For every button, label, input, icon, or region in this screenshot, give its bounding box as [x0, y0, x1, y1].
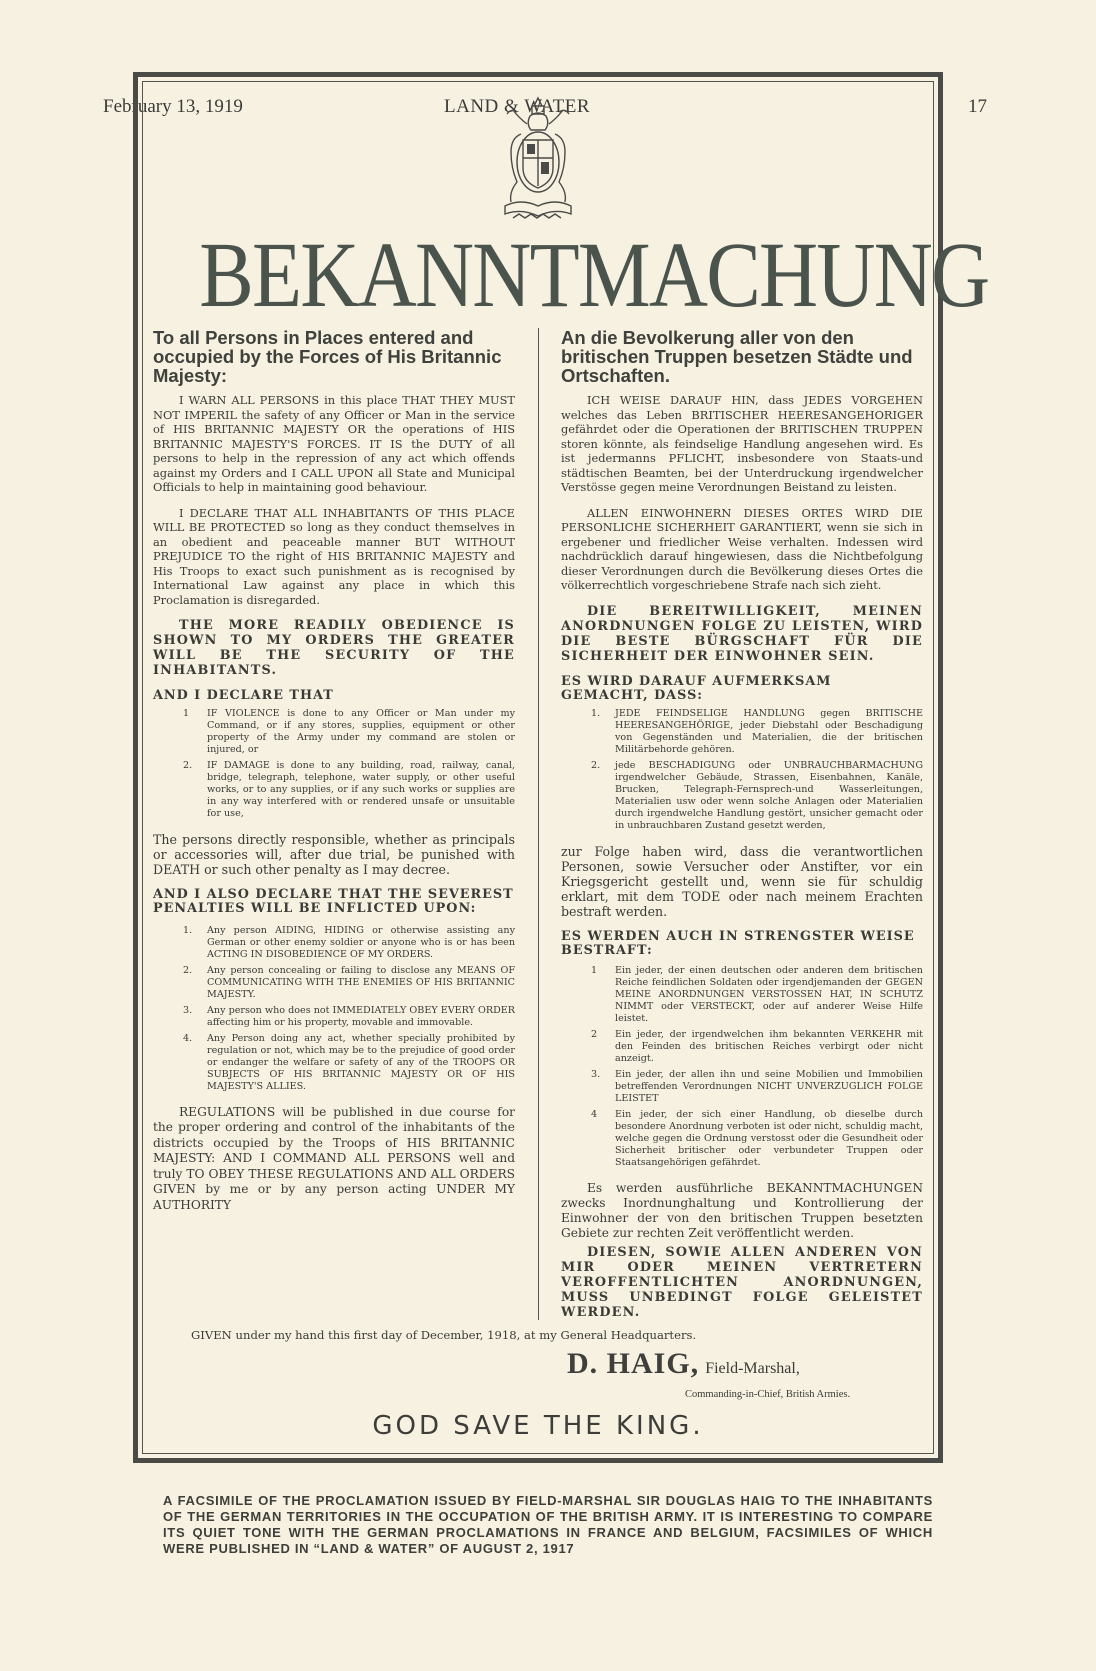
list-item [183, 760, 515, 820]
list-item [183, 965, 515, 1001]
item-number: 3. [591, 1068, 601, 1080]
item-text: Any person AIDING, HIDING or otherwise assisting any German or other enemy soldier or anyone who is or has been ACTING IN DISOBEDIENCE OF MY ORDERS. [207, 924, 515, 960]
german-death-penalty-paragraph: zur Folge haben wird, dass die verantwortlichen Personen, sowie Versucher oder Anstifter, vor ein Kriegsgericht gestellt und, wenn sie für schuldig erklart, mit dem TODE oder nach meinem Erachten bestraft werden. [561, 843, 923, 919]
item-number: 2. [183, 759, 193, 771]
item-text: jede BESCHADIGUNG oder UNBRAUCHBARMACHUNG irgendwelcher Gebäude, Strassen, Eisenbahnen, Kanäle, Brucken, Telegraph-Fernsprech-und Wasserleitungen, Materialien usw oder wenn solche Anlagen oder Materialien durch irgendwelche Handlung gestört, unsicher gemacht oder in unbrauchbaren Zustand gesetzt werden, [615, 759, 923, 831]
german-final-paragraph: DIESEN, SOWIE ALLEN ANDEREN VON MIR ODER MEINEN VERTRETERN VEROFFENTLICHTEN ANORDNUNGEN, MUSS UNBEDINGT FOLGE GELEISTET WERDEN. [561, 1244, 923, 1320]
page-number: 17 [968, 96, 987, 117]
item-number: 2. [591, 759, 601, 771]
german-declare-list [561, 708, 923, 832]
english-penalties-list [153, 925, 515, 1093]
item-number: 1. [591, 707, 601, 719]
list-item [591, 1069, 923, 1105]
english-protection-paragraph: I DECLARE THAT ALL INHABITANTS OF THIS PLACE WILL BE PROTECTED so long as they conduct themselves in an obedient and peaceable manner BUT WITHOUT PREJUDICE TO the right of HIS BRITANNIC MAJESTY and His Troops to exact such punishment as is recognised by International Law against any place in which this Proclamation is disregarded. [153, 505, 515, 607]
publication-title: LAND & WATER [444, 96, 591, 117]
item-text: Any Person doing any act, whether specially prohibited by regulation or not, which may be to the prejudice of good order or endanger the welfare or safety of any of the TROOPS OR SUBJECTS OF HIS BRITANNIC MAJESTY OR OF HIS MAJESTY'S ALLIES. [207, 1032, 515, 1092]
list-item [183, 1005, 515, 1029]
german-obedience-paragraph: DIE BEREITWILLIGKEIT, MEINEN ANORDNUNGEN FOLGE ZU LEISTEN, WIRD DIE BESTE BÜRGSCHAFT FÜR DIE SICHERHEIT DER EINWOHNER SEIN. [561, 603, 923, 664]
german-declare-heading: ES WIRD DARAUF AUFMERKSAM GEMACHT, DASS: [561, 673, 832, 703]
signatory-name: D. HAIG, [567, 1346, 700, 1380]
item-text: Any person who does not IMMEDIATELY OBEY EVERY ORDER affecting him or his property, movable and immovable. [207, 1004, 515, 1028]
item-text: Ein jeder, der irgendwelchen ihm bekannten VERKEHR mit den Feinden des britischen Reiches verbirgt oder nicht anzeigt. [615, 1028, 923, 1064]
item-text: Ein jeder, der einen deutschen oder anderen dem britischen Reiche feindlichen Soldaten oder irgendjemanden der GEGEN MEINE ANORDNUNGEN VERSTOSSEN HAT, IN SCHUTZ NIMMT oder VERSTECKT, oder auf anderer Weise Hilfe leistet. [615, 964, 923, 1024]
list-item [183, 1033, 515, 1093]
proclamation-columns [153, 328, 923, 1320]
list-item [591, 1029, 923, 1065]
signatory-command: Commanding-in-Chief, British Armies. [685, 1388, 851, 1400]
item-number: 2. [183, 964, 193, 976]
german-penalties-list [561, 965, 923, 1169]
item-text: Ein jeder, der allen ihn und seine Mobilien und Immobilien betreffenden Verordnungen NICHT UNVERZUGLICH FOLGE LEISTET [615, 1068, 923, 1104]
item-text: Any person concealing or failing to disclose any MEANS OF COMMUNICATING WITH THE ENEMIES OF HIS BRITANNIC MAJESTY. [207, 964, 515, 1000]
item-number: 2 [591, 1028, 598, 1040]
english-column [153, 328, 515, 1320]
english-warning-paragraph: I WARN ALL PERSONS in this place THAT THEY MUST NOT IMPERIL the safety of any Officer or Man in the service of HIS BRITANNIC MAJESTY OR the operations of HIS BRITANNIC MAJESTY'S FORCES. IT IS the DUTY of all persons to help in the repression of any act which offends against my Orders and I CALL UPON all State and Municipal Officials to help in maintaining good behaviour. [153, 393, 515, 494]
list-item [591, 708, 923, 756]
list-item [183, 925, 515, 961]
list-item [591, 760, 923, 832]
list-item [591, 1109, 923, 1169]
item-number: 4. [183, 1032, 193, 1044]
column-divider [538, 328, 539, 1320]
item-number: 1 [183, 707, 190, 719]
given-line: GIVEN under my hand this first day of December, 1918, at my General Headquarters. [191, 1327, 697, 1342]
item-number: 3. [183, 1004, 193, 1016]
item-text: IF VIOLENCE is done to any Officer or Man under my Command, or if any stores, supplies, equipment or other property of the Army under my command are stolen or injured, or [207, 707, 515, 755]
german-protection-paragraph: ALLEN EINWOHNERN DIESES ORTES WIRD DIE PERSONLICHE SICHERHEIT GARANTIERT, wenn sie sich in ergebener und friedlicher Weise verhalten. Indessen wird nachdrücklich darauf hingewiesen, dass die Nichtbefolgung dieser Verordnungen durch die Bevölkerung dieses Ortes die völkerrechtlich vorgeschriebene Strafe nach sich zieht. [561, 505, 923, 592]
list-item [591, 965, 923, 1025]
english-regulations-paragraph: REGULATIONS will be published in due course for the proper ordering and control of the inhabitants of the districts occupied by the Troops of HIS BRITANNIC MAJESTY: AND I COMMAND ALL PERSONS well and truly TO OBEY THESE REGULATIONS AND ALL ORDERS GIVEN by me or by any person acting UNDER MY AUTHORITY [153, 1104, 515, 1212]
proclamation-title: BEKANNTMACHUNG [199, 224, 989, 327]
item-text: IF DAMAGE is done to any building, road, railway, canal, bridge, telegraph, telephone, water supply, or other useful works, or to any supplies, or if any such works or supplies are in any way interfered with or rendered unsafe or unsuitable for use, [207, 759, 515, 819]
english-declare-list [153, 708, 515, 820]
english-heading: To all Persons in Places entered and occupied by the Forces of His Britannic Majesty: [153, 327, 502, 386]
list-item [183, 708, 515, 756]
english-penalties-heading: AND I ALSO DECLARE THAT THE SEVEREST PENALTIES WILL BE INFLICTED UPON: [153, 886, 514, 916]
royal-coat-of-arms-icon [499, 94, 577, 224]
english-declare-heading: AND I DECLARE THAT [153, 688, 334, 703]
signature-block [567, 1347, 923, 1386]
signatory-rank: Field-Marshal, [705, 1359, 800, 1377]
item-text: Ein jeder, der sich einer Handlung, ob dieselbe durch besondere Anordnung verboten ist oder nicht, schuldig macht, welche gegen die Ordnung verstosst oder die Gesundheit oder Sicherheit britischer oder verbundeter Truppen oder Staatsangehörigen gefährdet. [615, 1108, 923, 1168]
item-number: 1 [591, 964, 598, 976]
english-death-penalty-paragraph: The persons directly responsible, whether as principals or accessories will, after due trial, be punished with DEATH or such other penalty as I may decree. [153, 831, 515, 877]
english-obedience-paragraph: THE MORE READILY OBEDIENCE IS SHOWN TO MY ORDERS THE GREATER WILL BE THE SECURITY OF THE INHABITANTS. [153, 618, 515, 678]
german-column [561, 328, 923, 1320]
item-number: 4 [591, 1108, 598, 1120]
german-regulations-paragraph: Es werden ausführliche BEKANNTMACHUNGEN zwecks Inordnunghaltung und Kontrollierung der Einwohner der von den britischen Truppen besetzten Gebiete zur rechten Zeit veröffentlicht werden. [561, 1180, 923, 1240]
german-penalties-heading: ES WERDEN AUCH IN STRENGSTER WEISE BESTRAFT: [561, 928, 915, 958]
crest-area [153, 94, 923, 226]
figure-caption: A FACSIMILE OF THE PROCLAMATION ISSUED BY FIELD-MARSHAL SIR DOUGLAS HAIG TO THE INHABITANTS OF THE GERMAN TERRITORIES IN THE OCCUPATION OF THE BRITISH ARMY. IT IS INTERESTING TO COMPARE ITS QUIET TONE WITH THE GERMAN PROCLAMATIONS IN FRANCE AND BELGIUM, FACSIMILES OF WHICH WERE PUBLISHED IN “LAND & WATER” OF AUGUST 2, 1917 [163, 1492, 933, 1556]
item-text: JEDE FEINDSELIGE HANDLUNG gegen BRITISCHE HEERESANGEHÖRIGE, jeder Diebstahl oder Beschadigung von Gegenständen und Materialien, die der britischen Militärbehorde gehören. [615, 707, 923, 755]
german-heading: An die Bevolkerung aller von den britischen Truppen besetzen Städte und Ortschaften. [561, 327, 913, 386]
german-warning-paragraph: ICH WEISE DARAUF HIN, dass JEDES VORGEHEN welches das Leben BRITISCHER HEERESANGEHORIGER gefährdet oder die Operationen der BRITISCHEN TRUPPEN storen könnte, als feindselige Handlung angesehen wird. Es ist jedermanns PFLICHT, insbesondere von Staats-und städtischen Beamten, bei der Unterdruckung irgendwelcher Verstösse gegen meine Verordnungen Beistand zu leisten. [561, 393, 923, 494]
issue-date: February 13, 1919 [103, 96, 243, 117]
closing-line: GOD SAVE THE KING. [372, 1410, 704, 1441]
item-number: 1. [183, 924, 193, 936]
